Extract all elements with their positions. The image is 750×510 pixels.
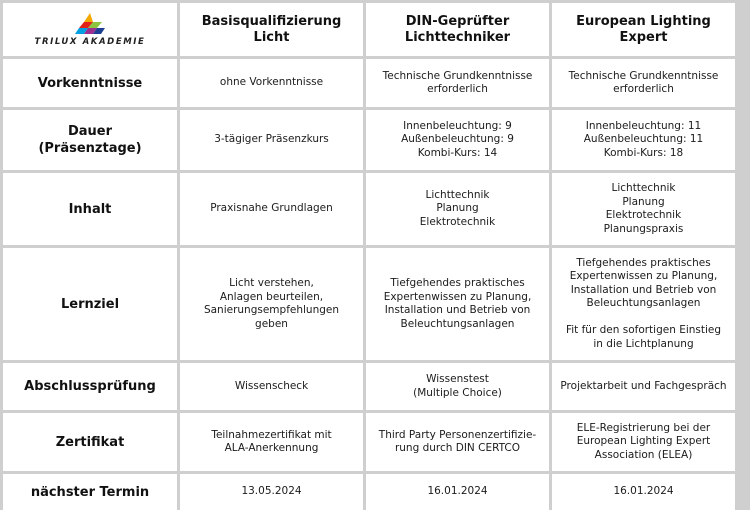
row-label-vorkenntnisse: Vorkenntnisse <box>3 59 177 107</box>
table-cell: 3-tägiger Präsenzkurs <box>180 110 363 170</box>
table-cell: Tiefgehendes praktisches Expertenwissen zu Planung, Installation und Betrieb von Beleuchtungsanlagen <box>366 248 549 360</box>
table-cell: Praxisnahe Grundlagen <box>180 173 363 245</box>
table-cell: 16.01.2024 <box>366 474 549 510</box>
table-cell: Third Party Personenzertifizie- rung durch DIN CERTCO <box>366 413 549 471</box>
table-cell: Wissenstest (Multiple Choice) <box>366 363 549 410</box>
column-header-din: DIN-Geprüfter Lichttechniker <box>366 3 549 56</box>
table-cell: Wissenscheck <box>180 363 363 410</box>
table-cell: 13.05.2024 <box>180 474 363 510</box>
table-cell: Projektarbeit und Fachgespräch <box>552 363 735 410</box>
table-cell: Lichttechnik Planung Elektrotechnik <box>366 173 549 245</box>
table-cell: Licht verstehen, Anlagen beurteilen, Sanierungsempfehlungen geben <box>180 248 363 360</box>
logo-cell <box>3 3 177 56</box>
column-header-ele: European Lighting Expert <box>552 3 735 56</box>
table-cell: Technische Grundkenntnisse erforderlich <box>366 59 549 107</box>
row-label-inhalt: Inhalt <box>3 173 177 245</box>
row-label-naechster-termin: nächster Termin <box>3 474 177 510</box>
row-label-lernziel: Lernziel <box>3 248 177 360</box>
table-cell: Technische Grundkenntnisse erforderlich <box>552 59 735 107</box>
table-cell: ohne Vorkenntnisse <box>180 59 363 107</box>
logo-wordmark: TRILUX AKADEMIE <box>34 36 146 47</box>
row-label-dauer: Dauer (Präsenztage) <box>3 110 177 170</box>
row-label-abschlusspruefung: Abschlussprüfung <box>3 363 177 410</box>
table-cell: Lichttechnik Planung Elektrotechnik Planungspraxis <box>552 173 735 245</box>
column-header-basis: Basisqualifizierung Licht <box>180 3 363 56</box>
table-cell: Innenbeleuchtung: 9 Außenbeleuchtung: 9 Kombi-Kurs: 14 <box>366 110 549 170</box>
trilux-logo <box>35 13 146 47</box>
table-cell: Innenbeleuchtung: 11 Außenbeleuchtung: 11 Kombi-Kurs: 18 <box>552 110 735 170</box>
table-cell: Teilnahmezertifikat mit ALA-Anerkennung <box>180 413 363 471</box>
table-cell: 16.01.2024 <box>552 474 735 510</box>
table-cell: ELE-Registrierung bei der European Lighting Expert Association (ELEA) <box>552 413 735 471</box>
table-cell: Tiefgehendes praktisches Expertenwissen zu Planung, Installation und Betrieb von Beleuchtungsanlagen Fit für den sofortigen Einstieg in die Lichtplanung <box>552 248 735 360</box>
trilux-star-icon <box>70 13 110 37</box>
row-label-zertifikat: Zertifikat <box>3 413 177 471</box>
